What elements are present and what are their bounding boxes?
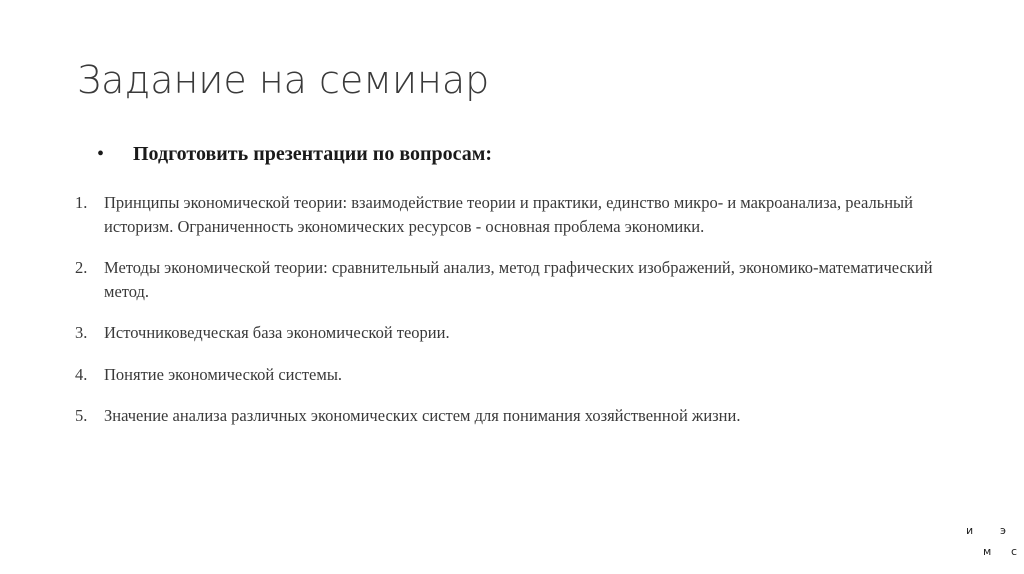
task-heading	[97, 143, 492, 166]
list-item-number: 5.	[75, 406, 88, 425]
list-item-number: 4.	[75, 364, 88, 384]
list-item	[75, 321, 955, 345]
list-item-text: Методы экономической теории: сравнительный анализ, метод графических изображений, экономико-математический метод.	[104, 258, 933, 301]
list-item-number: 1.	[75, 193, 88, 212]
bullet-icon: •	[97, 143, 105, 165]
list-item-text: Значение анализа различных экономических систем для понимания хозяйственной жизни.	[104, 406, 741, 425]
logo-letter: и	[966, 524, 974, 537]
task-heading-text: Подготовить презентации по вопросам:	[133, 143, 493, 165]
logo-letter: м	[983, 545, 992, 558]
list-item-number: 2.	[75, 258, 88, 277]
logo-letter: э	[1000, 524, 1007, 537]
imes-logo	[966, 524, 1020, 568]
list-item-text: Принципы экономической теории: взаимодействие теории и практики, единство микро- и макроанализа, реальный историзм. Ограниченность экономических ресурсов - основная проблема экономики.	[104, 193, 913, 236]
list-item	[75, 363, 955, 387]
question-list	[75, 191, 955, 446]
logo-letter: с	[1011, 545, 1018, 558]
list-item-text: Источниковедческая база экономической теории.	[104, 323, 450, 342]
list-item-number: 3.	[75, 323, 88, 342]
list-item	[75, 191, 955, 238]
list-item-text: Понятие экономической системы.	[104, 364, 343, 384]
list-item	[75, 256, 955, 303]
list-item	[75, 404, 955, 428]
slide-title: Задание на семинар	[77, 58, 490, 102]
